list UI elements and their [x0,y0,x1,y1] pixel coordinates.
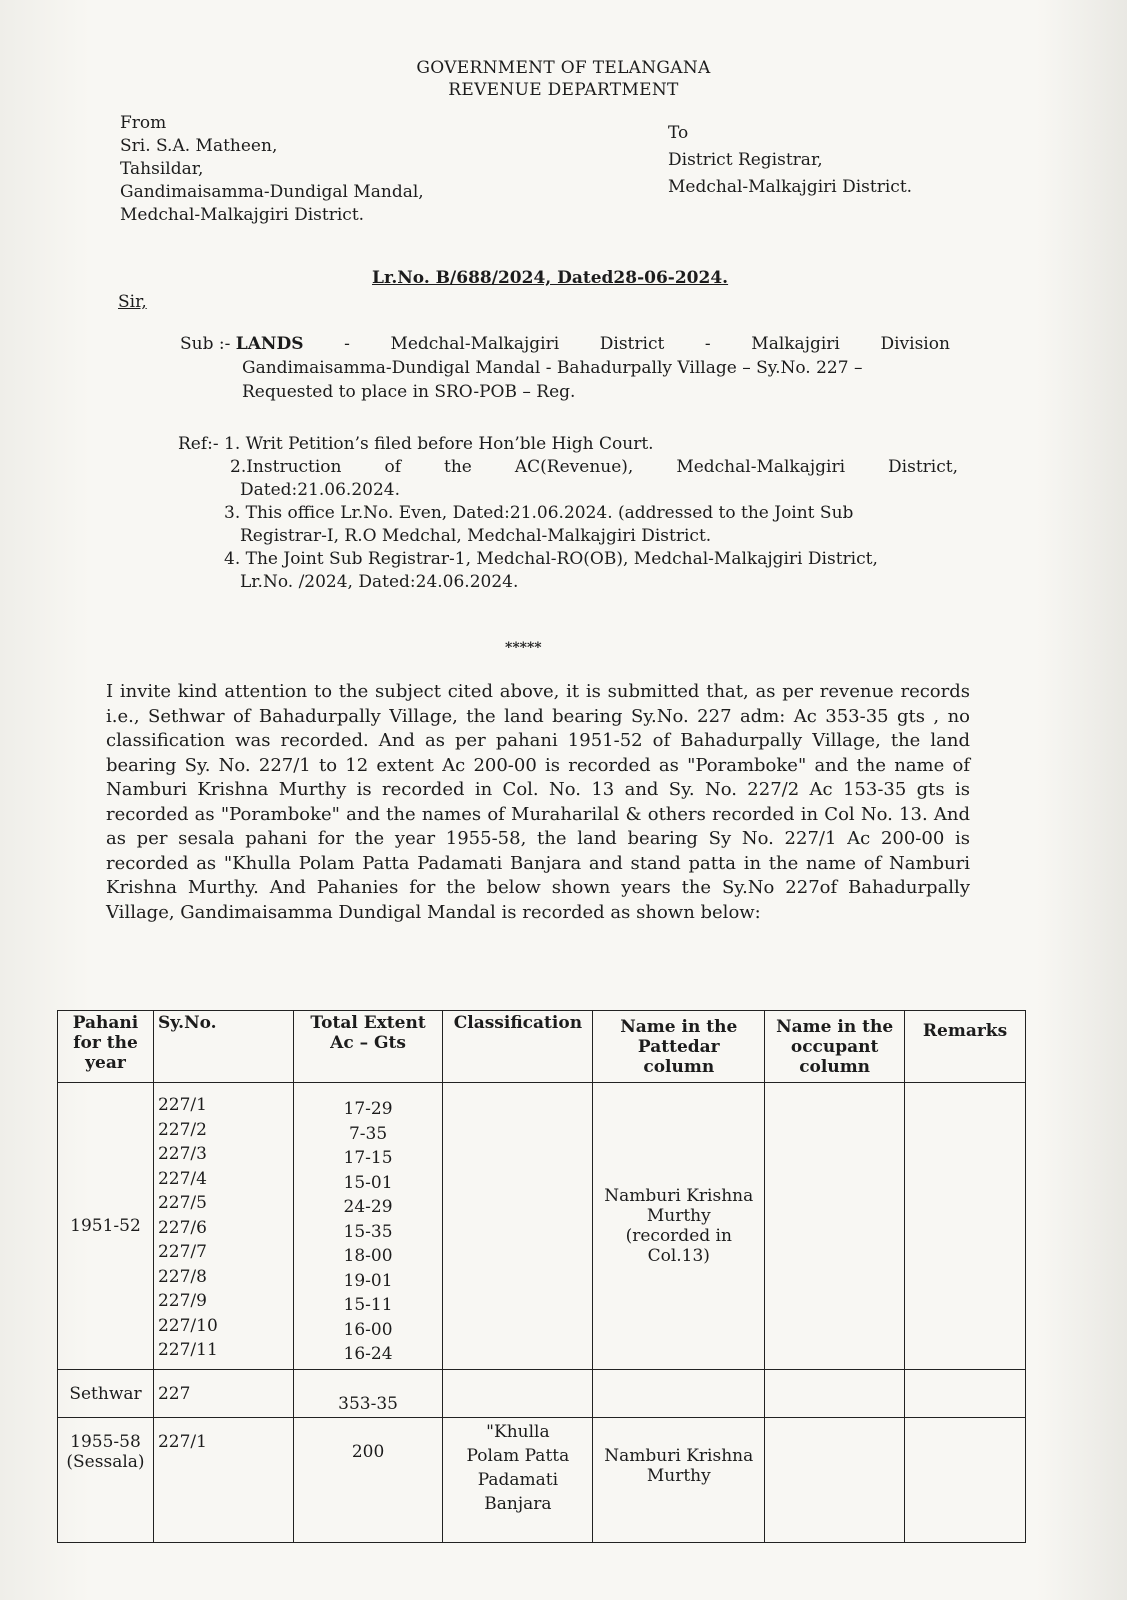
cell-year: 1955-58 (Sessala) [58,1417,154,1542]
cell-remarks [905,1417,1026,1542]
cell-classification [443,1369,593,1417]
table-header-row [58,1011,1026,1083]
cell-classification [443,1083,593,1370]
cell-syno: 227 [153,1369,293,1417]
body-paragraph: I invite kind attention to the subject cited above, it is submitted that, as per revenue records i.e., Sethwar of Bahadurpally Village, the land bearing Sy.No. 227 adm: Ac 353-35 gts , no classification was recorded. And as per pahani 1951-52 of Bahadurpally Village, the land bearing Sy. No. 227/1 to 12 extent Ac 200-00 is recorded as "Poramboke" and the name of Namburi Krishna Murthy is recorded in Col. No. 13 and Sy. No. 227/2 Ac 153-35 gts is recorded as "Poramboke" and the names of Muraharilal & others recorded in Col No. 13. And as per sesala pahani for the year 1955-58, the land bearing Sy No. 227/1 Ac 200-00 is recorded as "Khulla Polam Patta Padamati Banjara and stand patta in the name of Namburi Krishna Murthy. And Pahanies for the below shown years the Sy.No 227of Bahadurpally Village, Gandimaisamma Dundigal Mandal is recorded as shown below: [106,681,970,923]
references-block [178,433,958,594]
cell-occupant [765,1417,905,1542]
subject-line-2: Gandimaisamma-Dundigal Mandal - Bahadurpally Village – Sy.No. 227 – [242,358,863,378]
reference-3-cont: Registrar-I, R.O Medchal, Medchal-Malkajgiri District. [240,526,712,546]
from-label: From [120,113,167,133]
reference-1: Ref:- 1. Writ Petition’s filed before Hon’ble High Court. [178,434,654,454]
salutation: Sir, [118,292,147,312]
header-classification: Classification [443,1011,593,1083]
cell-occupant [765,1083,905,1370]
from-block [120,112,424,227]
subject-word: - [704,334,711,354]
header-total-extent: Total Extent Ac – Gts [293,1011,443,1083]
cell-classification: "Khulla Polam Patta Padamati Banjara [443,1417,593,1542]
subject-word: District [599,334,665,354]
to-line: District Registrar, [668,150,823,170]
from-line: Gandimaisamma-Dundigal Mandal, [120,182,424,202]
government-title: GOVERNMENT OF TELANGANA [416,58,711,78]
cell-year: Sethwar [58,1369,154,1417]
from-line: Medchal-Malkajgiri District. [120,205,365,225]
separator: ***** [505,640,542,656]
header-occupant: Name in the occupant column [765,1011,905,1083]
reference-3: 3. This office Lr.No. Even, Dated:21.06.2024. (addressed to the Joint Sub [224,503,854,523]
department-title: REVENUE DEPARTMENT [448,80,679,100]
cell-occupant [765,1369,905,1417]
header-pahani-year: Pahani for the year [58,1011,154,1083]
from-line: Sri. S.A. Matheen, [120,136,278,156]
records-table [57,1010,1026,1543]
subject-word: Division [880,334,950,354]
cell-extent-list: 17-29 7-35 17-15 15-01 24-29 15-35 18-00 19-01 15-11 16-00 16-24 [293,1083,443,1370]
cell-year: 1951-52 [58,1083,154,1370]
reference-2-cont: Dated:21.06.2024. [240,480,401,500]
letter-number: Lr.No. B/688/2024, Dated28-06-2024. [372,268,729,288]
table-row [58,1369,1026,1417]
reference-4-cont: Lr.No. /2024, Dated:24.06.2024. [240,572,519,592]
cell-pattedar: Namburi Krishna Murthy (recorded in Col.13) [593,1083,765,1370]
subject-block [180,332,950,404]
subject-word: - [344,334,350,354]
reference-4: 4. The Joint Sub Registrar-1, Medchal-RO(OB), Medchal-Malkajgiri District, [224,549,878,569]
table-row [58,1417,1026,1542]
subject-word: Medchal-Malkajgiri [390,334,560,354]
cell-extent: 353-35 [293,1369,443,1417]
cell-remarks [905,1369,1026,1417]
header-syno: Sy.No. [153,1011,293,1083]
reference-2: 2.Instruction of the AC(Revenue), Medchal-Malkajgiri District, [230,457,958,477]
subject-label-lands: Sub :- LANDS [180,334,304,354]
from-line: Tahsildar, [120,159,204,179]
to-label: To [668,123,689,143]
to-line: Medchal-Malkajgiri District. [668,177,913,197]
header-remarks: Remarks [905,1011,1026,1083]
cell-syno: 227/1 [153,1417,293,1542]
cell-pattedar: Namburi Krishna Murthy [593,1417,765,1542]
header-pattedar: Name in the Pattedar column [593,1011,765,1083]
subject-word: Malkajgiri [751,334,840,354]
cell-syno-list: 227/1 227/2 227/3 227/4 227/5 227/6 227/7 227/8 227/9 227/10 227/11 [153,1083,293,1370]
table-row [58,1083,1026,1370]
cell-extent: 200 [293,1417,443,1542]
subject-line-1 [180,332,950,356]
subject-line-3: Requested to place in SRO-POB – Reg. [242,382,576,402]
cell-pattedar [593,1369,765,1417]
cell-remarks [905,1083,1026,1370]
to-block [668,120,912,201]
